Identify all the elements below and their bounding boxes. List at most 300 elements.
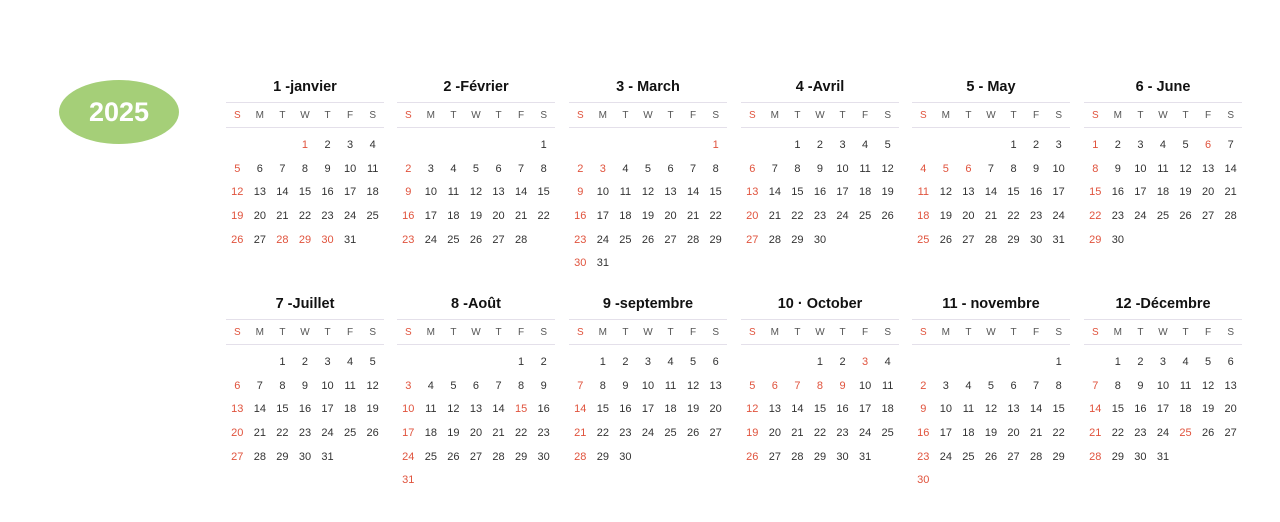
day-cell: 14 xyxy=(276,186,289,199)
day-cell: 29 xyxy=(514,450,528,463)
day-cell: 15 xyxy=(514,403,528,416)
day-cell: 11 xyxy=(447,186,460,199)
day-cell: 31 xyxy=(1156,450,1170,463)
weekday-label: T xyxy=(622,109,629,121)
day-cell: 18 xyxy=(881,403,894,416)
month-title: 8 -Août xyxy=(451,296,501,312)
weekday-label: M xyxy=(255,326,265,338)
day-cell: 11 xyxy=(881,379,894,392)
day-cell: 14 xyxy=(768,186,781,199)
weekday-label: W xyxy=(643,109,653,121)
day-cell: 18 xyxy=(1179,403,1192,416)
day-grid xyxy=(397,350,555,492)
day-cell: 11 xyxy=(366,162,379,175)
day-cell: 7 xyxy=(987,162,995,175)
day-cell: 14 xyxy=(984,186,998,199)
day-cell: 3 xyxy=(644,355,652,368)
day-cell: 27 xyxy=(469,450,483,463)
day-grid xyxy=(1084,133,1242,251)
day-cell: 1 xyxy=(794,138,801,151)
weekday-label: W xyxy=(986,326,996,338)
day-cell: 19 xyxy=(447,426,460,439)
day-cell: 5 xyxy=(234,162,241,175)
day-cell: 26 xyxy=(881,209,894,222)
day-cell: 5 xyxy=(1205,355,1212,368)
day-cell: 27 xyxy=(664,233,677,246)
day-cell: 4 xyxy=(1182,355,1189,368)
day-cell: 14 xyxy=(1224,162,1237,175)
day-cell: 14 xyxy=(253,403,266,416)
day-cell: 2 xyxy=(324,138,331,151)
day-cell: 4 xyxy=(347,355,354,368)
day-cell: 10 xyxy=(424,186,437,199)
day-cell: 1 xyxy=(712,138,719,151)
weekday-label: T xyxy=(450,326,457,338)
day-cell: 13 xyxy=(469,403,483,416)
day-cell: 19 xyxy=(1201,403,1215,416)
day-cell: 25 xyxy=(858,209,872,222)
weekday-label: S xyxy=(712,109,719,121)
day-cell: 23 xyxy=(1029,209,1043,222)
day-cell: 9 xyxy=(1137,379,1144,392)
day-cell: 1 xyxy=(540,138,547,151)
day-cell: 11 xyxy=(619,186,632,199)
day-cell: 21 xyxy=(276,209,289,222)
day-cell: 29 xyxy=(709,233,722,246)
day-cell: 31 xyxy=(321,450,334,463)
day-cell: 10 xyxy=(1134,162,1147,175)
day-cell: 30 xyxy=(574,257,587,270)
day-cell: 15 xyxy=(1007,186,1020,199)
day-cell: 30 xyxy=(836,450,849,463)
day-cell: 1 xyxy=(301,138,309,151)
day-cell: 7 xyxy=(690,162,697,175)
day-cell: 7 xyxy=(495,379,502,392)
weekday-label: T xyxy=(839,326,846,338)
day-cell: 5 xyxy=(472,162,480,175)
day-cell: 10 xyxy=(596,186,609,199)
day-cell: 11 xyxy=(1157,162,1169,175)
day-cell: 13 xyxy=(492,186,505,199)
day-cell: 25 xyxy=(1179,426,1192,439)
weekday-label: T xyxy=(794,109,801,121)
weekday-label: S xyxy=(1055,326,1062,338)
day-cell: 31 xyxy=(858,450,872,463)
weekday-header-row xyxy=(912,102,1070,128)
day-grid xyxy=(226,133,384,251)
day-cell: 15 xyxy=(298,186,312,199)
day-cell: 14 xyxy=(574,403,587,416)
month-title: 5 - May xyxy=(966,79,1016,95)
day-cell: 8 xyxy=(301,162,309,175)
day-cell: 24 xyxy=(1156,426,1170,439)
day-cell: 22 xyxy=(537,209,550,222)
month-6 xyxy=(1084,77,1242,251)
day-cell: 17 xyxy=(939,426,952,439)
day-cell: 26 xyxy=(939,233,952,246)
day-cell: 26 xyxy=(641,233,655,246)
day-cell: 12 xyxy=(686,379,700,392)
day-cell: 1 xyxy=(1055,355,1062,368)
day-cell: 24 xyxy=(836,209,849,222)
day-cell: 25 xyxy=(447,233,460,246)
day-cell: 10 xyxy=(343,162,357,175)
day-cell: 17 xyxy=(836,186,849,199)
weekday-label: T xyxy=(279,109,286,121)
month-3 xyxy=(569,77,727,275)
weekday-label: S xyxy=(884,326,891,338)
weekday-label: M xyxy=(426,326,436,338)
day-cell: 15 xyxy=(537,186,550,199)
day-cell: 5 xyxy=(884,138,891,151)
day-cell: 10 xyxy=(1156,379,1170,392)
day-cell: 28 xyxy=(791,450,804,463)
weekday-label: S xyxy=(1055,109,1062,121)
weekday-label: W xyxy=(1158,326,1168,338)
day-cell: 17 xyxy=(424,209,437,222)
day-cell: 5 xyxy=(450,379,457,392)
day-cell: 3 xyxy=(839,138,846,151)
weekday-label: W xyxy=(300,326,310,338)
day-cell: 7 xyxy=(577,379,584,392)
weekday-label: T xyxy=(279,326,286,338)
weekday-label: F xyxy=(518,326,525,338)
weekday-header-row xyxy=(226,102,384,128)
month-title: 11 - novembre xyxy=(942,296,1040,312)
day-cell: 16 xyxy=(1134,403,1147,416)
day-cell: 8 xyxy=(1114,379,1121,392)
day-grid xyxy=(226,350,384,468)
day-cell: 14 xyxy=(492,403,505,416)
day-cell: 22 xyxy=(813,426,827,439)
weekday-label: F xyxy=(1205,109,1212,121)
day-cell: 1 xyxy=(518,355,525,368)
day-cell: 16 xyxy=(574,209,587,222)
weekday-label: S xyxy=(576,109,584,121)
day-cell: 5 xyxy=(1182,138,1189,151)
weekday-label: M xyxy=(1113,326,1123,338)
day-cell: 2 xyxy=(622,355,629,368)
day-cell: 20 xyxy=(231,426,244,439)
weekday-label: T xyxy=(495,326,502,338)
day-cell: 20 xyxy=(709,403,722,416)
day-cell: 3 xyxy=(1137,138,1144,151)
day-cell: 7 xyxy=(1227,138,1234,151)
day-cell: 7 xyxy=(794,379,801,392)
day-cell: 14 xyxy=(686,186,700,199)
day-cell: 8 xyxy=(816,379,824,392)
day-cell: 22 xyxy=(709,209,722,222)
day-cell: 28 xyxy=(574,450,587,463)
day-cell: 16 xyxy=(917,426,930,439)
day-cell: 27 xyxy=(492,233,505,246)
day-cell: 1 xyxy=(1092,138,1099,151)
day-cell: 9 xyxy=(920,403,927,416)
day-cell: 6 xyxy=(472,379,480,392)
weekday-label: T xyxy=(1182,326,1189,338)
day-cell: 15 xyxy=(1111,403,1124,416)
day-cell: 9 xyxy=(577,186,584,199)
day-cell: 15 xyxy=(596,403,609,416)
day-cell: 7 xyxy=(279,162,286,175)
month-1 xyxy=(226,77,384,251)
day-cell: 23 xyxy=(917,450,930,463)
weekday-label: T xyxy=(965,109,972,121)
day-cell: 2 xyxy=(301,355,309,368)
day-cell: 13 xyxy=(1224,379,1237,392)
day-cell: 17 xyxy=(858,403,872,416)
weekday-header-row xyxy=(569,102,727,128)
weekday-label: S xyxy=(919,326,927,338)
month-8 xyxy=(397,294,555,492)
day-cell: 16 xyxy=(321,186,334,199)
day-cell: 19 xyxy=(984,426,998,439)
day-cell: 23 xyxy=(813,209,827,222)
day-cell: 25 xyxy=(962,450,975,463)
day-cell: 14 xyxy=(791,403,804,416)
day-cell: 16 xyxy=(298,403,312,416)
day-cell: 18 xyxy=(664,403,677,416)
weekday-label: S xyxy=(369,326,376,338)
day-cell: 25 xyxy=(917,233,930,246)
day-cell: 13 xyxy=(231,403,244,416)
day-cell: 13 xyxy=(962,186,975,199)
weekday-label: S xyxy=(1227,326,1234,338)
day-cell: 11 xyxy=(425,403,437,416)
weekday-label: T xyxy=(667,326,674,338)
day-cell: 10 xyxy=(858,379,872,392)
day-cell: 18 xyxy=(447,209,460,222)
day-cell: 12 xyxy=(469,186,483,199)
day-cell: 30 xyxy=(537,450,550,463)
month-title: 7 -Juillet xyxy=(275,296,335,312)
weekday-label: T xyxy=(965,326,972,338)
weekday-label: F xyxy=(1205,326,1212,338)
day-cell: 24 xyxy=(321,426,334,439)
day-cell: 14 xyxy=(1029,403,1043,416)
day-cell: 10 xyxy=(321,379,334,392)
day-cell: 6 xyxy=(495,162,502,175)
weekday-label: S xyxy=(1091,109,1099,121)
day-cell: 16 xyxy=(813,186,827,199)
weekday-label: T xyxy=(495,109,502,121)
day-cell: 21 xyxy=(1089,426,1102,439)
day-cell: 18 xyxy=(858,186,872,199)
day-cell: 6 xyxy=(1227,355,1234,368)
day-cell: 13 xyxy=(1007,403,1020,416)
day-cell: 23 xyxy=(537,426,550,439)
day-cell: 15 xyxy=(813,403,827,416)
weekday-label: T xyxy=(324,326,331,338)
day-cell: 25 xyxy=(619,233,632,246)
day-cell: 16 xyxy=(402,209,415,222)
day-cell: 2 xyxy=(577,162,584,175)
day-cell: 9 xyxy=(839,379,846,392)
day-cell: 6 xyxy=(1010,379,1017,392)
day-cell: 7 xyxy=(256,379,263,392)
day-cell: 1 xyxy=(1114,355,1121,368)
weekday-label: F xyxy=(347,109,354,121)
weekday-label: W xyxy=(643,326,653,338)
day-cell: 26 xyxy=(1179,209,1192,222)
day-cell: 31 xyxy=(343,233,357,246)
weekday-label: S xyxy=(919,109,927,121)
day-cell: 20 xyxy=(962,209,975,222)
day-cell: 15 xyxy=(709,186,722,199)
day-cell: 29 xyxy=(813,450,827,463)
day-cell: 30 xyxy=(321,233,334,246)
day-cell: 9 xyxy=(301,379,309,392)
day-cell: 26 xyxy=(1201,426,1215,439)
day-cell: 2 xyxy=(1114,138,1121,151)
day-cell: 27 xyxy=(1224,426,1237,439)
day-cell: 18 xyxy=(619,209,632,222)
day-cell: 4 xyxy=(862,138,869,151)
month-9 xyxy=(569,294,727,468)
day-cell: 29 xyxy=(1007,233,1020,246)
weekday-label: T xyxy=(1137,109,1144,121)
weekday-label: W xyxy=(471,109,481,121)
weekday-label: T xyxy=(1010,326,1017,338)
weekday-label: M xyxy=(598,326,608,338)
day-cell: 28 xyxy=(276,233,289,246)
day-cell: 26 xyxy=(231,233,244,246)
day-grid xyxy=(912,133,1070,251)
day-cell: 2 xyxy=(816,138,824,151)
year-badge xyxy=(59,80,179,144)
day-cell: 29 xyxy=(276,450,289,463)
day-cell: 24 xyxy=(641,426,655,439)
day-cell: 9 xyxy=(1114,162,1121,175)
weekday-label: F xyxy=(690,109,697,121)
day-cell: 5 xyxy=(749,379,756,392)
day-cell: 22 xyxy=(596,426,609,439)
weekday-label: F xyxy=(862,326,869,338)
day-cell: 19 xyxy=(469,209,483,222)
day-cell: 3 xyxy=(427,162,434,175)
weekday-label: M xyxy=(770,326,780,338)
day-cell: 12 xyxy=(939,186,952,199)
day-cell: 28 xyxy=(514,233,528,246)
day-cell: 30 xyxy=(917,474,930,487)
day-cell: 24 xyxy=(939,450,952,463)
weekday-label: S xyxy=(404,109,412,121)
day-cell: 25 xyxy=(424,450,437,463)
day-cell: 11 xyxy=(917,186,929,199)
day-cell: 28 xyxy=(492,450,505,463)
day-cell: 20 xyxy=(1224,403,1237,416)
day-grid xyxy=(741,133,899,251)
month-title: 2 -Février xyxy=(443,79,509,95)
day-cell: 22 xyxy=(276,426,289,439)
day-cell: 17 xyxy=(596,209,609,222)
day-cell: 19 xyxy=(1179,186,1192,199)
day-cell: 21 xyxy=(514,209,528,222)
day-cell: 10 xyxy=(641,379,655,392)
day-cell: 26 xyxy=(686,426,700,439)
day-cell: 27 xyxy=(768,450,781,463)
weekday-label: W xyxy=(815,109,825,121)
day-cell: 3 xyxy=(1159,355,1167,368)
day-cell: 28 xyxy=(1029,450,1043,463)
day-grid xyxy=(397,133,555,251)
day-cell: 26 xyxy=(447,450,460,463)
day-cell: 20 xyxy=(768,426,781,439)
day-cell: 28 xyxy=(768,233,781,246)
day-cell: 29 xyxy=(1052,450,1065,463)
day-cell: 24 xyxy=(1052,209,1065,222)
day-cell: 4 xyxy=(369,138,376,151)
weekday-label: S xyxy=(540,109,547,121)
day-cell: 23 xyxy=(574,233,587,246)
day-cell: 19 xyxy=(746,426,759,439)
day-cell: 28 xyxy=(253,450,266,463)
day-cell: 18 xyxy=(1156,186,1170,199)
day-cell: 17 xyxy=(1156,403,1170,416)
weekday-label: T xyxy=(1137,326,1144,338)
day-cell: 22 xyxy=(1007,209,1020,222)
day-grid xyxy=(912,350,1070,492)
day-cell: 30 xyxy=(1029,233,1043,246)
day-cell: 6 xyxy=(1205,138,1212,151)
day-cell: 9 xyxy=(816,162,824,175)
day-cell: 9 xyxy=(405,186,412,199)
weekday-label: T xyxy=(1010,109,1017,121)
day-cell: 10 xyxy=(1052,162,1065,175)
day-cell: 1 xyxy=(599,355,606,368)
weekday-header-row xyxy=(741,319,899,345)
weekday-header-row xyxy=(397,102,555,128)
day-cell: 19 xyxy=(686,403,700,416)
day-cell: 21 xyxy=(1029,426,1043,439)
day-cell: 8 xyxy=(599,379,606,392)
day-cell: 3 xyxy=(405,379,412,392)
day-cell: 23 xyxy=(1111,209,1124,222)
day-cell: 20 xyxy=(492,209,505,222)
day-cell: 31 xyxy=(402,474,415,487)
weekday-label: T xyxy=(794,326,801,338)
day-cell: 18 xyxy=(366,186,379,199)
weekday-label: T xyxy=(1182,109,1189,121)
day-cell: 2 xyxy=(920,379,927,392)
day-cell: 30 xyxy=(619,450,632,463)
month-5 xyxy=(912,77,1070,251)
day-cell: 23 xyxy=(321,209,334,222)
day-cell: 12 xyxy=(366,379,379,392)
day-cell: 8 xyxy=(712,162,719,175)
day-cell: 8 xyxy=(1055,379,1062,392)
weekday-header-row xyxy=(912,319,1070,345)
day-cell: 8 xyxy=(794,162,801,175)
day-cell: 20 xyxy=(469,426,483,439)
day-cell: 1 xyxy=(279,355,286,368)
day-cell: 16 xyxy=(1029,186,1043,199)
day-cell: 18 xyxy=(962,426,975,439)
day-cell: 22 xyxy=(791,209,804,222)
month-4 xyxy=(741,77,899,251)
weekday-label: M xyxy=(941,109,951,121)
weekday-label: T xyxy=(839,109,846,121)
day-cell: 7 xyxy=(1092,379,1099,392)
day-cell: 3 xyxy=(347,138,354,151)
day-cell: 26 xyxy=(984,450,998,463)
day-cell: 22 xyxy=(514,426,528,439)
day-cell: 11 xyxy=(664,379,677,392)
day-cell: 8 xyxy=(279,379,286,392)
day-cell: 1 xyxy=(816,355,824,368)
day-cell: 7 xyxy=(518,162,525,175)
day-cell: 26 xyxy=(746,450,759,463)
